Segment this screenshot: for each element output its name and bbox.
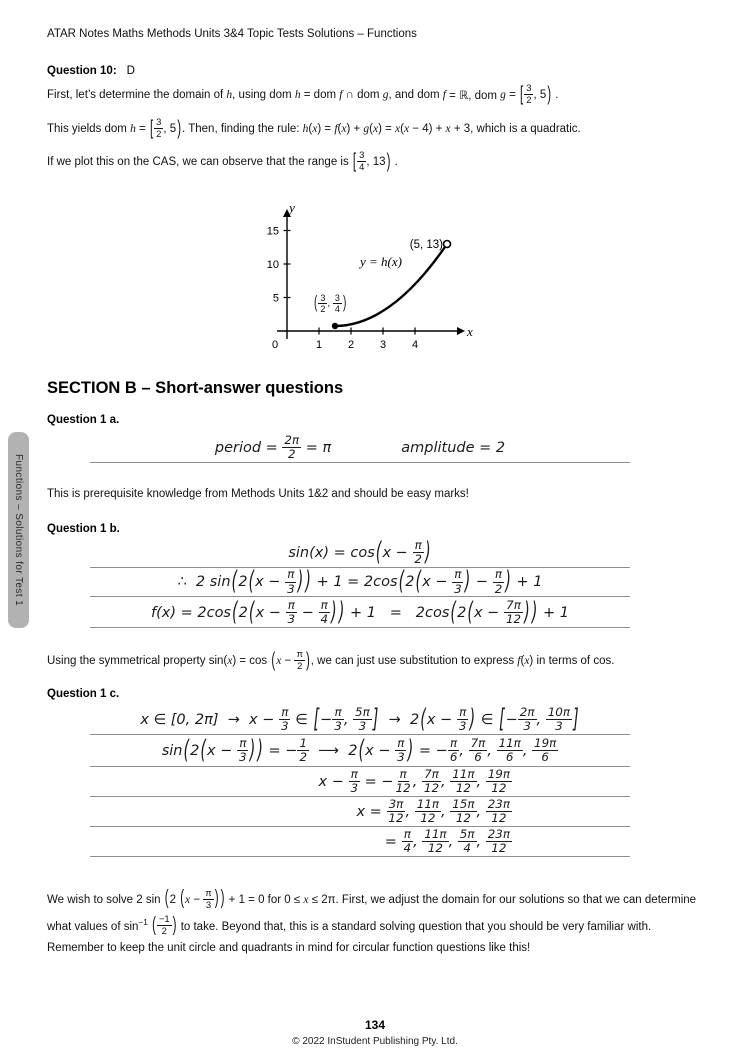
text-run: , xyxy=(476,773,486,790)
math-delimiter: ) xyxy=(386,151,391,173)
math-variable: x xyxy=(395,123,401,135)
text-run: = ℝ, dom xyxy=(445,90,501,102)
text-run: + 1 = 2cos xyxy=(345,604,450,621)
math-variable: x xyxy=(303,894,309,907)
curve-title: y = h(x) xyxy=(360,254,402,269)
text-run: , xyxy=(522,742,533,759)
text-run: x − xyxy=(207,742,237,759)
math-fraction: $\frac{3}{4}$ xyxy=(359,148,365,172)
y-tick-label-5: 5 xyxy=(272,292,279,305)
math-fraction: $\frac{\pi}{3}$ xyxy=(287,597,296,626)
math-delimiter: ) xyxy=(257,736,263,765)
math-delimiter: [ xyxy=(352,151,357,173)
math-delimiter: ( xyxy=(164,887,169,910)
x-tick-label-4: 4 xyxy=(411,339,419,351)
text-run: 2 xyxy=(238,574,248,590)
math-fraction: $\frac{\pi}{3}$ xyxy=(454,567,462,596)
math-delimiter: ) xyxy=(342,293,347,314)
text-run: ⟶ 2 xyxy=(309,742,358,759)
text-run: sin(x) = cos xyxy=(288,544,375,561)
x-axis-label: x xyxy=(467,324,473,339)
text-run: , xyxy=(441,803,451,820)
math-delimiter: [ xyxy=(149,118,154,140)
math-fraction: $\frac{15\pi}{12}$ xyxy=(452,796,475,825)
text-run: + 3, which is a quadratic. xyxy=(450,123,581,135)
math-fraction: $\frac{10\pi}{3}$ xyxy=(547,704,570,733)
math-fraction: $\frac{\pi}{3}$ xyxy=(287,567,295,596)
closed-endpoint xyxy=(332,323,338,329)
handwriting-line-1b-1 xyxy=(90,538,630,568)
text-run: 2 xyxy=(457,604,467,621)
math-delimiter: ) xyxy=(305,567,311,597)
x-tick-label-2: 2 xyxy=(347,339,355,351)
math-delimiter: ( xyxy=(271,650,276,672)
math-delimiter: ) xyxy=(172,914,177,936)
math-delimiter: ( xyxy=(415,567,422,597)
math-variable: x xyxy=(227,655,233,667)
text-run: , xyxy=(343,711,354,728)
text-run: , xyxy=(413,833,423,850)
math-delimiter: ( xyxy=(375,538,382,567)
text-run: x − xyxy=(422,574,453,590)
text-run: − xyxy=(505,711,518,728)
math-delimiter: ( xyxy=(358,736,365,765)
text-run: − xyxy=(320,711,333,728)
math-fraction: $\frac{11\pi}{12}$ xyxy=(452,766,475,795)
math-delimiter: ) xyxy=(331,598,337,627)
y-tick-label-10: 10 xyxy=(266,259,279,271)
text-run: We wish to solve 2 sin xyxy=(47,894,164,907)
math-fraction: $\frac{19\pi}{6}$ xyxy=(534,735,557,764)
text-run: , 5 xyxy=(163,123,177,135)
text-run: ( xyxy=(308,123,313,135)
math-fraction: $\frac{2\pi}{2}$ xyxy=(284,432,300,461)
math-variable: h xyxy=(130,123,136,135)
text-run: ≤ 2π. First, we adjust the domain for our solutions so that we can determine what values of sin xyxy=(47,894,700,933)
text-run: , using dom xyxy=(232,89,295,101)
math-variable: f xyxy=(334,123,338,135)
math-variable: f xyxy=(442,89,446,101)
text-run: ( xyxy=(369,123,373,135)
text-run: + 1 xyxy=(511,574,543,590)
handwriting-line-1a xyxy=(90,433,630,463)
y-axis-label: y xyxy=(289,200,295,215)
question-1b-label: Question 1 b. xyxy=(47,523,120,535)
math-fraction: $\frac{\pi}{6}$ xyxy=(449,735,458,764)
text-run: ∩ dom xyxy=(342,89,383,101)
text-run: x − xyxy=(255,574,286,590)
text-run: + 1 xyxy=(538,604,569,621)
origin-label: 0 xyxy=(271,339,279,351)
text-run: , xyxy=(448,833,458,850)
math-fraction: $\frac{\pi}{2}$ xyxy=(414,537,422,566)
text-run: ) in terms of cos. xyxy=(529,655,615,667)
math-delimiter: ( xyxy=(248,567,255,597)
text-run: , we can just use substitution to express xyxy=(310,655,518,667)
question-10-answer: D xyxy=(126,65,135,77)
text-run: x − xyxy=(426,711,457,728)
math-fraction: $\frac{5\pi}{4}$ xyxy=(459,826,475,855)
text-run: x − xyxy=(382,544,413,561)
text-run: x − xyxy=(318,773,349,790)
math-delimiter: ( xyxy=(152,914,156,936)
text-run: to take. Beyond that, this is a standard solving question that you should be very familiar with. Remember to keep the unit circle and quadrants in mind for circular function questions like this! xyxy=(47,920,655,954)
text-run: ∈ xyxy=(476,711,498,728)
text-run: − xyxy=(190,894,204,907)
text-run: = π xyxy=(301,439,332,456)
text-run: f(x) = 2cos xyxy=(151,604,231,621)
handwriting-line-1c-1 xyxy=(90,705,630,735)
math-delimiter: ( xyxy=(398,567,405,597)
math-delimiter: ] xyxy=(573,705,579,734)
text-run: = − xyxy=(414,742,448,759)
math-delimiter: ( xyxy=(232,598,238,627)
y-tick-label-15: 15 xyxy=(266,225,279,238)
math-fraction: $\frac{1}{2}$ xyxy=(299,735,307,764)
math-delimiter: ( xyxy=(248,598,255,627)
copyright: © 2022 InStudent Publishing Pty. Ltd. xyxy=(292,1036,458,1047)
superscript: −1 xyxy=(138,917,148,927)
text-run: x − xyxy=(473,604,504,621)
text-run: − xyxy=(281,655,295,667)
math-fraction: $\frac{3\pi}{12}$ xyxy=(388,796,404,825)
math-delimiter: ] xyxy=(372,705,379,734)
text-run: ) = cos xyxy=(232,655,271,667)
text-run: x = xyxy=(356,803,387,820)
text-run: + 1 = 0 for 0 ≤ xyxy=(225,894,304,907)
math-variable: g xyxy=(382,89,389,101)
math-variable: x xyxy=(445,123,451,135)
math-variable: x xyxy=(341,123,347,135)
text-run: = dom xyxy=(300,89,340,101)
math-variable: g xyxy=(363,123,370,135)
x-tick-label-3: 3 xyxy=(379,339,387,351)
math-delimiter: [ xyxy=(313,705,320,734)
math-fraction: $\frac{\pi}{4}$ xyxy=(403,826,412,855)
closed-point-label xyxy=(313,293,347,314)
math-delimiter: ) xyxy=(505,567,511,597)
side-tab-label: Functions – Solutions for Test 1 xyxy=(13,453,24,607)
math-delimiter: ) xyxy=(297,567,304,597)
math-fraction: $\frac{11\pi}{12}$ xyxy=(416,796,440,825)
function-graph xyxy=(253,198,488,370)
math-fraction: $\frac{7\pi}{6}$ xyxy=(470,735,486,764)
math-fraction: $\frac{\pi}{12}$ xyxy=(395,766,411,795)
text-run: period = xyxy=(214,439,283,456)
text-run: Using the symmetrical property sin( xyxy=(47,655,228,667)
math-delimiter: ) xyxy=(524,598,530,627)
math-delimiter: ) xyxy=(305,650,310,672)
text-run: − 4) + xyxy=(409,123,446,135)
math-fraction: $\frac{\pi}{3}$ xyxy=(239,735,247,764)
question-1c-label: Question 1 c. xyxy=(47,688,120,700)
math-delimiter: ) xyxy=(249,736,256,765)
handwriting-line-1b-2 xyxy=(90,568,630,597)
math-fraction: $\frac{5\pi}{3}$ xyxy=(355,704,370,733)
math-fraction: $\frac{3}{2}$ xyxy=(156,115,162,139)
math-fraction: $\frac{\pi}{3}$ xyxy=(458,704,467,733)
text-run: x − xyxy=(365,742,396,759)
math-delimiter: ( xyxy=(420,705,426,734)
x-tick-label-1: 1 xyxy=(315,339,323,351)
text-run: ) = xyxy=(378,123,396,135)
math-variable: f xyxy=(339,89,343,101)
text-run: ∴ 2 sin xyxy=(177,574,231,590)
text-run: , 5 xyxy=(533,89,547,101)
text-run: . Then, finding the rule: xyxy=(182,123,303,135)
math-delimiter: ( xyxy=(231,567,238,597)
question-10-paragraph-1 xyxy=(47,77,559,113)
question-10-paragraph-2 xyxy=(47,111,581,147)
text-run: − xyxy=(297,604,319,621)
math-delimiter: [ xyxy=(520,84,524,106)
text-run: , 13 xyxy=(366,156,386,168)
math-variable: x xyxy=(524,655,530,667)
math-delimiter: ) xyxy=(407,736,414,765)
text-run: = − xyxy=(360,773,394,790)
text-run: , xyxy=(536,711,546,728)
text-run: 2 xyxy=(238,604,248,621)
math-delimiter: ) xyxy=(547,84,552,106)
math-variable: h xyxy=(294,89,301,101)
text-run: 2 xyxy=(190,742,200,759)
math-fraction: $\frac{\pi}{3}$ xyxy=(397,735,405,764)
text-run: → 2 xyxy=(379,711,420,728)
math-variable: h xyxy=(226,89,233,101)
text-run: = xyxy=(384,833,402,850)
text-run: sin xyxy=(161,742,183,759)
text-run: ( xyxy=(337,123,342,135)
text-run: x − xyxy=(255,604,286,621)
question-10-paragraph-3 xyxy=(47,144,398,180)
text-run: , xyxy=(487,742,497,759)
math-delimiter: ( xyxy=(314,293,318,314)
math-variable: x xyxy=(404,123,410,135)
text-run: amplitude = 2 xyxy=(401,439,506,456)
math-fraction: $\frac{\pi}{3}$ xyxy=(350,766,359,795)
math-variable: f xyxy=(517,655,521,667)
math-fraction: $\frac{11\pi}{12}$ xyxy=(424,826,447,855)
math-fraction: $\frac{23\pi}{12}$ xyxy=(487,826,510,855)
closing-paragraph xyxy=(47,889,707,959)
text-run: + 1 = 2cos xyxy=(311,574,398,590)
math-fraction: $\frac{\pi}{3}$ xyxy=(334,704,342,733)
text-run: . xyxy=(391,156,398,168)
math-fraction: $\frac{\pi}{3}$ xyxy=(281,704,289,733)
math-delimiter: ) xyxy=(469,705,476,734)
text-run: = − xyxy=(263,742,298,759)
text-run: ( xyxy=(400,123,404,135)
handwriting-line-1c-3 xyxy=(90,767,630,797)
text-run: , xyxy=(412,773,422,790)
question-1b-note xyxy=(47,643,614,679)
math-fraction: $\frac{-1}{2}$ xyxy=(158,913,170,936)
text-run: ( xyxy=(520,655,525,667)
text-run: , xyxy=(405,803,415,820)
text-run: ) = xyxy=(317,123,335,135)
math-fraction: $\frac{\pi}{4}$ xyxy=(320,597,329,626)
page-header: ATAR Notes Maths Methods Units 3&4 Topic Tests Solutions – Functions xyxy=(47,28,417,40)
handwriting-line-1c-5 xyxy=(90,827,630,857)
question-10-label: Question 10: xyxy=(47,65,117,77)
math-delimiter: ) xyxy=(424,538,431,567)
section-b-heading: SECTION B – Short-answer questions xyxy=(47,379,344,397)
text-run: ) + xyxy=(346,123,364,135)
text-run: − xyxy=(471,574,493,590)
math-delimiter: ( xyxy=(450,598,457,627)
text-run: , xyxy=(459,742,469,759)
handwriting-line-1b-3 xyxy=(90,598,630,628)
text-run: If we plot this on the CAS, we can observe that the range is xyxy=(47,156,352,168)
text-run: This yields dom xyxy=(47,123,131,135)
math-delimiter: ) xyxy=(214,887,219,910)
math-fraction: $\frac{11\pi}{6}$ xyxy=(498,735,521,764)
graph-canvas xyxy=(253,198,488,370)
x-axis-arrow-icon xyxy=(457,327,465,335)
text-run: , and dom xyxy=(388,89,443,101)
math-fraction: $\frac{2\pi}{3}$ xyxy=(519,704,535,733)
handwriting-line-1c-4 xyxy=(90,797,630,827)
math-fraction: $\frac{3}{2}$ xyxy=(526,81,532,105)
math-fraction: $\frac{\pi}{2}$ xyxy=(296,647,303,671)
math-delimiter: [ xyxy=(498,705,505,734)
math-fraction: $\frac{\pi}{3}$ xyxy=(205,887,212,910)
side-tab-functions-solutions xyxy=(8,432,29,628)
math-fraction: $\frac{19\pi}{12}$ xyxy=(487,766,510,795)
math-fraction: $\frac{3}{4}$ xyxy=(334,293,340,315)
math-variable: x xyxy=(373,123,379,135)
text-run: First, let’s determine the domain of xyxy=(47,89,227,101)
text-run: 2 xyxy=(405,574,415,590)
math-fraction: $\frac{23\pi}{12}$ xyxy=(487,796,510,825)
math-delimiter: ) xyxy=(338,598,345,627)
math-fraction: $\frac{3}{2}$ xyxy=(320,293,326,315)
math-delimiter: ( xyxy=(200,736,207,765)
math-delimiter: ( xyxy=(180,887,185,910)
math-delimiter: ) xyxy=(220,887,225,910)
open-point-label: (5, 13) xyxy=(409,239,443,251)
math-delimiter: ) xyxy=(464,567,471,597)
text-run: . xyxy=(552,89,559,101)
math-delimiter: ( xyxy=(467,598,473,627)
math-fraction: $\frac{\pi}{2}$ xyxy=(494,567,503,596)
math-delimiter: ) xyxy=(177,118,182,140)
text-run: = xyxy=(135,123,149,135)
math-fraction: $\frac{7\pi}{12}$ xyxy=(505,597,522,626)
math-variable: x xyxy=(276,655,282,667)
text-run: = xyxy=(505,89,520,101)
text-run: , xyxy=(476,803,486,820)
open-endpoint xyxy=(444,241,451,248)
math-variable: h xyxy=(302,123,309,135)
math-delimiter: ( xyxy=(183,736,190,765)
math-variable: g xyxy=(500,89,506,101)
text-run: , xyxy=(327,298,333,310)
math-variable: x xyxy=(185,894,191,907)
math-delimiter: ) xyxy=(531,598,538,627)
math-fraction: $\frac{7\pi}{12}$ xyxy=(423,766,440,795)
question-1a-label: Question 1 a. xyxy=(47,414,120,426)
text-run: 2 xyxy=(169,894,180,907)
text-run: , xyxy=(476,833,486,850)
math-variable: x xyxy=(312,123,318,135)
text-run: , xyxy=(441,773,451,790)
text-run: x ∈ [0, 2π] → x − xyxy=(140,711,280,728)
page-number: 134 xyxy=(364,1018,386,1032)
text-run: ∈ xyxy=(290,711,313,728)
handwriting-line-1c-2 xyxy=(90,735,630,767)
question-1a-note: This is prerequisite knowledge from Methods Units 1&2 and should be easy marks! xyxy=(47,488,469,500)
